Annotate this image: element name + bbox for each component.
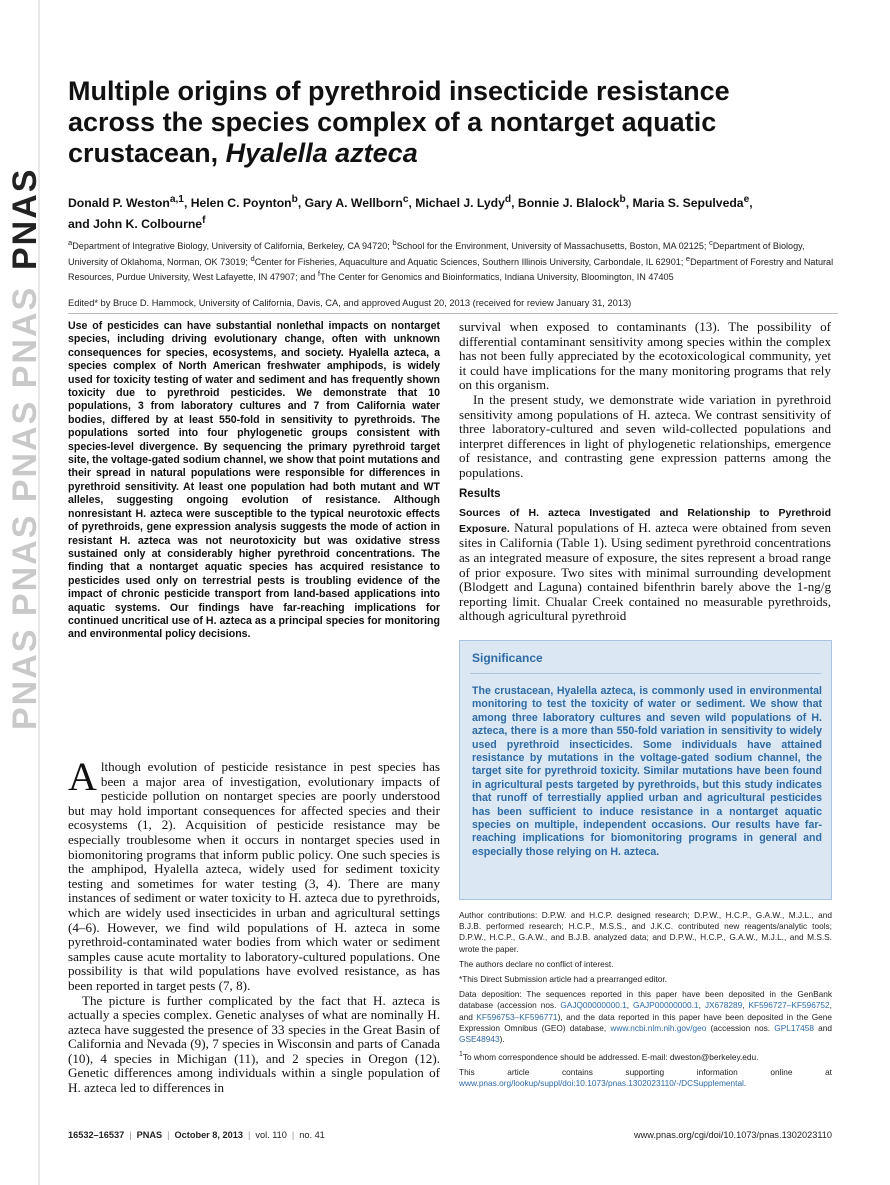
results-heading: Results bbox=[459, 487, 501, 500]
significance-text: The crustacean, Hyalella azteca, is commonly used in environmental monitoring to test the toxicity of water or sediment. We show that among three laboratory cultures and seven wild populations of H. azteca, there is a more than 550-fold variation in sensitivity to widely used pyrethroid insecticides. Some individuals have attained resistance by mutations in the voltage-gated sodium channel, the target site for pyrethroid toxicity. Similar mutations have been found in agricultural pests targeted by pyrethroids, but this study indicates that runoff of terrestially applied urban and agricultural pesticides has been sufficient to induce resistance in a nontarget aquatic species on multiple, independent occasions. Our results have far-reaching implications for biomonitoring programs in general and especially those relying on H. azteca. bbox=[472, 685, 822, 858]
author-sup: b bbox=[291, 194, 298, 205]
footer-separator: | bbox=[247, 1130, 251, 1140]
right-column-text bbox=[459, 320, 831, 624]
footer-separator: | bbox=[291, 1130, 295, 1140]
author[interactable]: John K. Colbourne bbox=[93, 217, 203, 232]
footer-citation bbox=[68, 1130, 325, 1140]
footer-issue: no. 41 bbox=[299, 1130, 325, 1140]
title-species: Hyalella azteca bbox=[225, 138, 418, 168]
intro-p1-text: lthough evolution of pesticide resistance in pest species has been a major area of investigation, evolutionary impacts of pesticide pollution on nontarget species are poorly understood but may hold important consequences for affected species and their ecosystems (1, 2). Acquisition of pesticide resistance may be especially troublesome when it occurs in nontarget species used in biomonitoring programs that inform public policy. One such species is the amphipod, Hyalella azteca, widely used for sediment toxicity testing and sometimes for water testing (3, 4). There are many instances of sediment or water toxicity to H. azteca due to pyrethroids, which are widely used insecticides in urban and agricultural settings (4–6). However, we find wild populations of H. azteca in some pyrethroid-contaminated water bodies from which water or sediment samples cause acute mortality to laboratory-cultured populations. One possibility is that wild populations have evolved resistance, as has been reported in target pests (7, 8). bbox=[68, 759, 440, 993]
deposit-text: , bbox=[742, 1000, 749, 1011]
title-line-1: Multiple origins of pyrethroid insecticide resistance bbox=[68, 76, 730, 106]
footer-date: October 8, 2013 bbox=[174, 1130, 243, 1140]
deposit-text: ). bbox=[499, 1034, 505, 1045]
author-sup: c bbox=[402, 194, 409, 205]
intro-text bbox=[68, 754, 440, 1096]
significance-box bbox=[459, 640, 832, 900]
affiliations bbox=[68, 237, 838, 284]
intro-paragraph-1 bbox=[68, 754, 440, 994]
pnas-logo bbox=[4, 130, 44, 730]
pnas-logo-echo: PNAS PNAS PNAS PNAS bbox=[6, 285, 44, 730]
affiliation: Center for Fisheries, Aquaculture and Aquatic Sciences, Southern Illinois University, Carbondale, IL 62901; bbox=[254, 256, 686, 267]
affiliation: The Center for Genomics and Bioinformatics, Indiana University, Bloomington, IN 47405 bbox=[319, 272, 674, 283]
title-line-3: crustacean, bbox=[68, 138, 226, 168]
subsection-heading: Sources of H. azteca Investigated and Relationship to Pyrethroid Exposure. bbox=[459, 507, 831, 535]
affil-sup: f bbox=[317, 269, 320, 279]
affiliation: Department of Forestry and Natural Resources, Purdue University, West Lafayette, IN 47907; and bbox=[68, 256, 834, 283]
accession-link[interactable]: GPL17458 bbox=[774, 1022, 814, 1033]
corresp-text: To whom correspondence should be addressed. E-mail: dweston@berkeley.edu. bbox=[462, 1052, 759, 1062]
accession-link[interactable]: GAJP00000000.1 bbox=[633, 1000, 699, 1011]
si-text: . bbox=[743, 1078, 747, 1089]
author-list: Donald P. Weston$^{a,1}$, Helen C. Poynton$^b$, Gary A. Wellborn$^c$, Michael J. Lydy$^d$, Bonnie J. Blalock$^b$, Maria S. Sepulveda$^e$, and John K. Colbourne$^f$ bbox=[68, 194, 753, 232]
deposit-text: , and bbox=[459, 1000, 832, 1022]
title-line-2: across the species complex of a nontarget aquatic bbox=[68, 107, 717, 137]
footnotes bbox=[459, 910, 832, 1094]
author-sup: f bbox=[202, 215, 206, 227]
supporting-info-note bbox=[459, 1067, 832, 1089]
footer-separator: | bbox=[167, 1130, 170, 1140]
author[interactable]: Donald P. Weston bbox=[68, 196, 170, 211]
deposit-text: (accession nos. bbox=[706, 1022, 775, 1033]
accession-link[interactable]: KF596727–KF596752 bbox=[748, 1000, 830, 1011]
footer-pages: 16532–16537 bbox=[68, 1130, 125, 1140]
footer-volume: vol. 110 bbox=[255, 1130, 287, 1140]
direct-submission-note: *This Direct Submission article had a prearranged editor. bbox=[459, 974, 667, 985]
deposit-text: and bbox=[813, 1022, 833, 1033]
affil-sup: d bbox=[250, 253, 255, 263]
edited-by-line: Edited* by Bruce D. Hammock, University of California, Davis, CA, and approved August 20, 2013 (received for review January 31, 2013) bbox=[68, 298, 632, 308]
abstract: Use of pesticides can have substantial nonlethal impacts on nontarget species, including driving evolutionary change, often with unknown consequences for species, ecosystems, and society. Hyalella azteca, a species complex of North American freshwater amphipods, is widely used for toxicity testing of water and sediment and has frequently shown toxicity due to pyrethroid pesticides. We demonstrate that 10 populations, 3 from laboratory cultures and 7 from California water bodies, differed by at least 550-fold in sensitivity to pyrethroids. The populations sorted into four phylogenetic groups consistent with species-level divergence. By sequencing the primary pyrethroid target site, the voltage-gated sodium channel, we show that point mutations and their spread in natural populations were responsible for differences in pyrethroid sensitivity. At least one population had both mutant and WT alleles, suggesting ongoing evolution of resistance. Although nonresistant H. azteca were susceptible to the typical neurotoxic effects of pyrethroids, gene expression analysis suggests the mode of action in resistant H. azteca was not neurotoxicity but was oxidative stress sustained only at considerably higher pyrethroid concentrations. The finding that a nontarget aquatic species has acquired resistance to pesticides used only on terrestrial pests is troubling evidence of the impact of chronic pesticide transport from land-based applications into aquatic systems. Our findings have far-reaching implications for continued uncritical use of H. azteca as a principal species for monitoring and environmental policy decisions. bbox=[68, 320, 440, 641]
right-p3-text: Natural populations of H. azteca were obtained from seven sites in California (Table 1). Using sediment pyrethroid concentrations as an integrated measure of exposure, the sites represent a broad range of prior exposure. Two sites with minimal surrounding development (Blodgett and Laguna) contained bifenthrin barely above the 1-ng/g reporting limit. Chualar Creek contained no measurable pyrethroids, although agricultural pyrethroid bbox=[459, 519, 831, 624]
significance-divider bbox=[470, 673, 821, 674]
right-paragraph-3 bbox=[459, 505, 831, 624]
right-paragraph-2: In the present study, we demonstrate wide variation in pyrethroid sensitivity among populations of H. azteca. We contrast sensitivity of three laboratory-cultured and seven wild-collected populations and interpret differences in light of phylogenetic relationships, emergence of resistance, and contrasting gene expression patterns among the populations. bbox=[459, 391, 831, 480]
accession-link[interactable]: GAJQ00000000.1 bbox=[560, 1000, 627, 1011]
drop-cap: A bbox=[68, 754, 97, 799]
affil-sup: e bbox=[685, 253, 691, 263]
author[interactable]: Bonnie J. Blalock bbox=[517, 196, 620, 211]
conflict-statement: The authors declare no conflict of interest. bbox=[459, 958, 614, 969]
header-divider bbox=[68, 313, 838, 314]
author-contributions: Author contributions: D.P.W. and H.C.P. designed research; D.P.W., H.C.P., G.A.W., M.J.L., and B.J.B. performed research; H.C.P., M.S.S., and J.K.C. contributed new reagents/analytic tools; D.P.W., H.C.P., G.A.W., and B.J.B. analyzed data; and D.P.W., H.C.P., G.A.W., M.J.L., and M.S.S. wrote the paper. bbox=[459, 910, 832, 954]
si-text: This article contains supporting information online at bbox=[459, 1067, 832, 1078]
accession-link[interactable]: KF596753–KF596771 bbox=[476, 1011, 558, 1022]
author-sup: e bbox=[743, 194, 750, 205]
deposit-text: ), and the data reported in this paper have been deposited in the Gene Expression Omnibus (GEO) database, bbox=[459, 1011, 832, 1033]
deposit-text: , bbox=[698, 1000, 705, 1011]
corresp-sup: 1 bbox=[459, 1051, 463, 1059]
author-sup: d bbox=[504, 194, 512, 205]
data-deposition bbox=[459, 989, 832, 1045]
affiliation: School for the Environment, University of Massachusetts, Boston, MA 02125; bbox=[396, 241, 709, 252]
correspondence-note bbox=[459, 1049, 832, 1063]
accession-link[interactable]: GSE48943 bbox=[459, 1034, 500, 1045]
pnas-logo-primary: PNAS bbox=[6, 167, 44, 270]
author[interactable]: Michael J. Lydy bbox=[415, 196, 505, 211]
significance-title: Significance bbox=[472, 651, 543, 665]
affiliation: Department of Integrative Biology, University of California, Berkeley, CA 94720; bbox=[72, 241, 393, 252]
article-title bbox=[68, 76, 828, 169]
author[interactable]: Gary A. Wellborn bbox=[304, 196, 403, 211]
affil-sup: b bbox=[392, 238, 397, 247]
author-sup: b bbox=[619, 194, 626, 205]
footer-separator: | bbox=[129, 1130, 132, 1140]
deposit-text: , bbox=[626, 1000, 634, 1011]
author[interactable]: Maria S. Sepulveda bbox=[632, 196, 744, 211]
footer-journal: PNAS bbox=[136, 1130, 163, 1140]
author-sup: a,1 bbox=[169, 194, 184, 205]
affil-sup: c bbox=[708, 238, 713, 247]
deposit-text: Data deposition: The sequences reported in this paper have been deposited in the GenBank database (accession nos. bbox=[459, 989, 832, 1011]
geo-link[interactable]: www.ncbi.nlm.nih.gov/geo bbox=[610, 1022, 707, 1033]
affil-sup: a bbox=[68, 238, 73, 247]
author[interactable]: Helen C. Poynton bbox=[190, 196, 292, 211]
footer-doi-url[interactable]: www.pnas.org/cgi/doi/10.1073/pnas.1302023110 bbox=[633, 1130, 832, 1140]
si-link[interactable]: www.pnas.org/lookup/suppl/doi:10.1073/pnas.1302023110/-/DCSupplemental bbox=[459, 1078, 744, 1089]
accession-link[interactable]: JX678289 bbox=[704, 1000, 743, 1011]
intro-paragraph-2: The picture is further complicated by the fact that H. azteca is actually a species complex. Genetic analyses of what are nominally H. azteca have suggested the presence of 33 species in the Great Basin of California and Nevada (9), 7 species in Wisconsin and parts of Canada (10), 4 species in Michigan (11), and 2 species in Oregon (12). Genetic differences among individuals within a single population of H. azteca led to differences in bbox=[68, 992, 440, 1096]
affiliation: Department of Biology, University of Oklahoma, Norman, OK 73019; bbox=[68, 241, 805, 267]
right-paragraph-1: survival when exposed to contaminants (13). The possibility of differential contaminant sensitivity among species within the complex has not been fully appreciated by the ecotoxicological community, yet it could have implications for the many monitoring programs that rely on this organism. bbox=[459, 319, 831, 393]
